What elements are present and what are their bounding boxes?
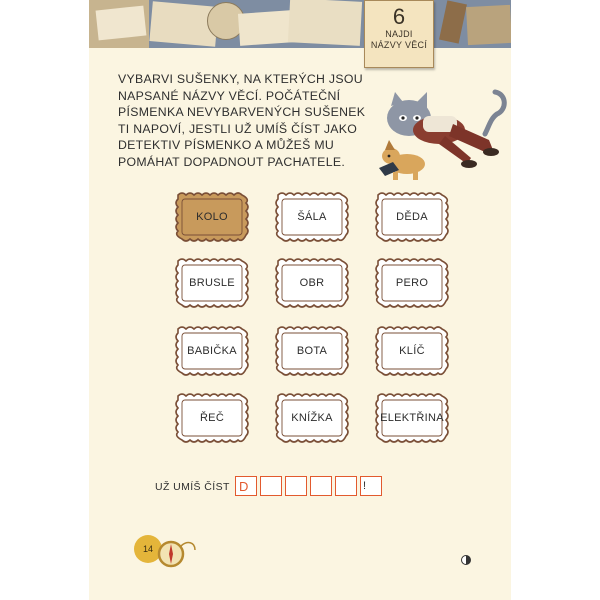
cookie-card[interactable] [374, 325, 450, 377]
cookie-word: KNÍŽKA [291, 412, 333, 424]
publisher-mark-icon [461, 555, 471, 565]
cookie-word: DĚDA [396, 211, 428, 223]
instruction-line: PÍSMENKA NEVYBARVENÝCH SUŠENEK [118, 105, 366, 120]
answer-box[interactable] [335, 476, 357, 496]
cookie-word: KLÍČ [399, 345, 425, 357]
page-number: 14 [134, 535, 162, 563]
cookie-word: OBR [299, 277, 325, 289]
instruction-line: NAPSANÉ NÁZVY VĚCÍ. POČÁTEČNÍ [118, 88, 341, 103]
answer-box[interactable]: D [235, 476, 257, 496]
chapter-title-line2: NÁZVY VĚCÍ [370, 40, 428, 50]
cookie-card[interactable] [374, 392, 450, 444]
answer-exclamation: ! [363, 480, 367, 492]
cat-and-dog-illustration [373, 88, 511, 184]
header-illustration [89, 0, 511, 48]
instruction-line: POMÁHAT DOPADNOUT PACHATELE. [118, 154, 346, 169]
cookie-card[interactable] [374, 191, 450, 243]
cookie-card[interactable] [374, 257, 450, 309]
answer-box[interactable] [285, 476, 307, 496]
cookie-word: BRUSLE [189, 277, 235, 289]
cookie-card[interactable] [174, 257, 250, 309]
task-instructions [118, 71, 378, 171]
cookie-word: ŘEČ [199, 412, 225, 424]
cookie-card[interactable] [174, 392, 250, 444]
answer-label: UŽ UMÍŠ ČÍST [155, 481, 230, 493]
cookie-word: PERO [395, 277, 429, 289]
cookie-card[interactable] [174, 325, 250, 377]
cookie-card[interactable] [274, 191, 350, 243]
answer-box[interactable] [260, 476, 282, 496]
cookie-card[interactable] [274, 257, 350, 309]
cookie-word: KOLO [196, 211, 228, 223]
instruction-line: VYBARVI SUŠENKY, NA KTERÝCH JSOU [118, 72, 363, 86]
workbook-page [89, 0, 511, 600]
cookie-card[interactable] [274, 392, 350, 444]
instruction-line: DETEKTIV PÍSMENKO A MŮŽEŠ MU [118, 138, 335, 153]
compass-icon [157, 536, 197, 570]
cookie-card[interactable] [274, 325, 350, 377]
cookie-card[interactable] [174, 191, 250, 243]
cookie-word: ŠÁLA [297, 211, 327, 223]
cookie-word: BABIČKA [187, 345, 237, 357]
answer-box[interactable] [310, 476, 332, 496]
cookie-word: ELEKTŘINA [380, 412, 444, 424]
chapter-title-line1: NAJDI [385, 29, 413, 39]
cookie-word: BOTA [296, 345, 328, 357]
chapter-number: 6 [392, 4, 406, 29]
chapter-tag [364, 0, 434, 68]
instruction-line: TI NAPOVÍ, JESTLI UŽ UMÍŠ ČÍST JAKO [118, 121, 358, 136]
